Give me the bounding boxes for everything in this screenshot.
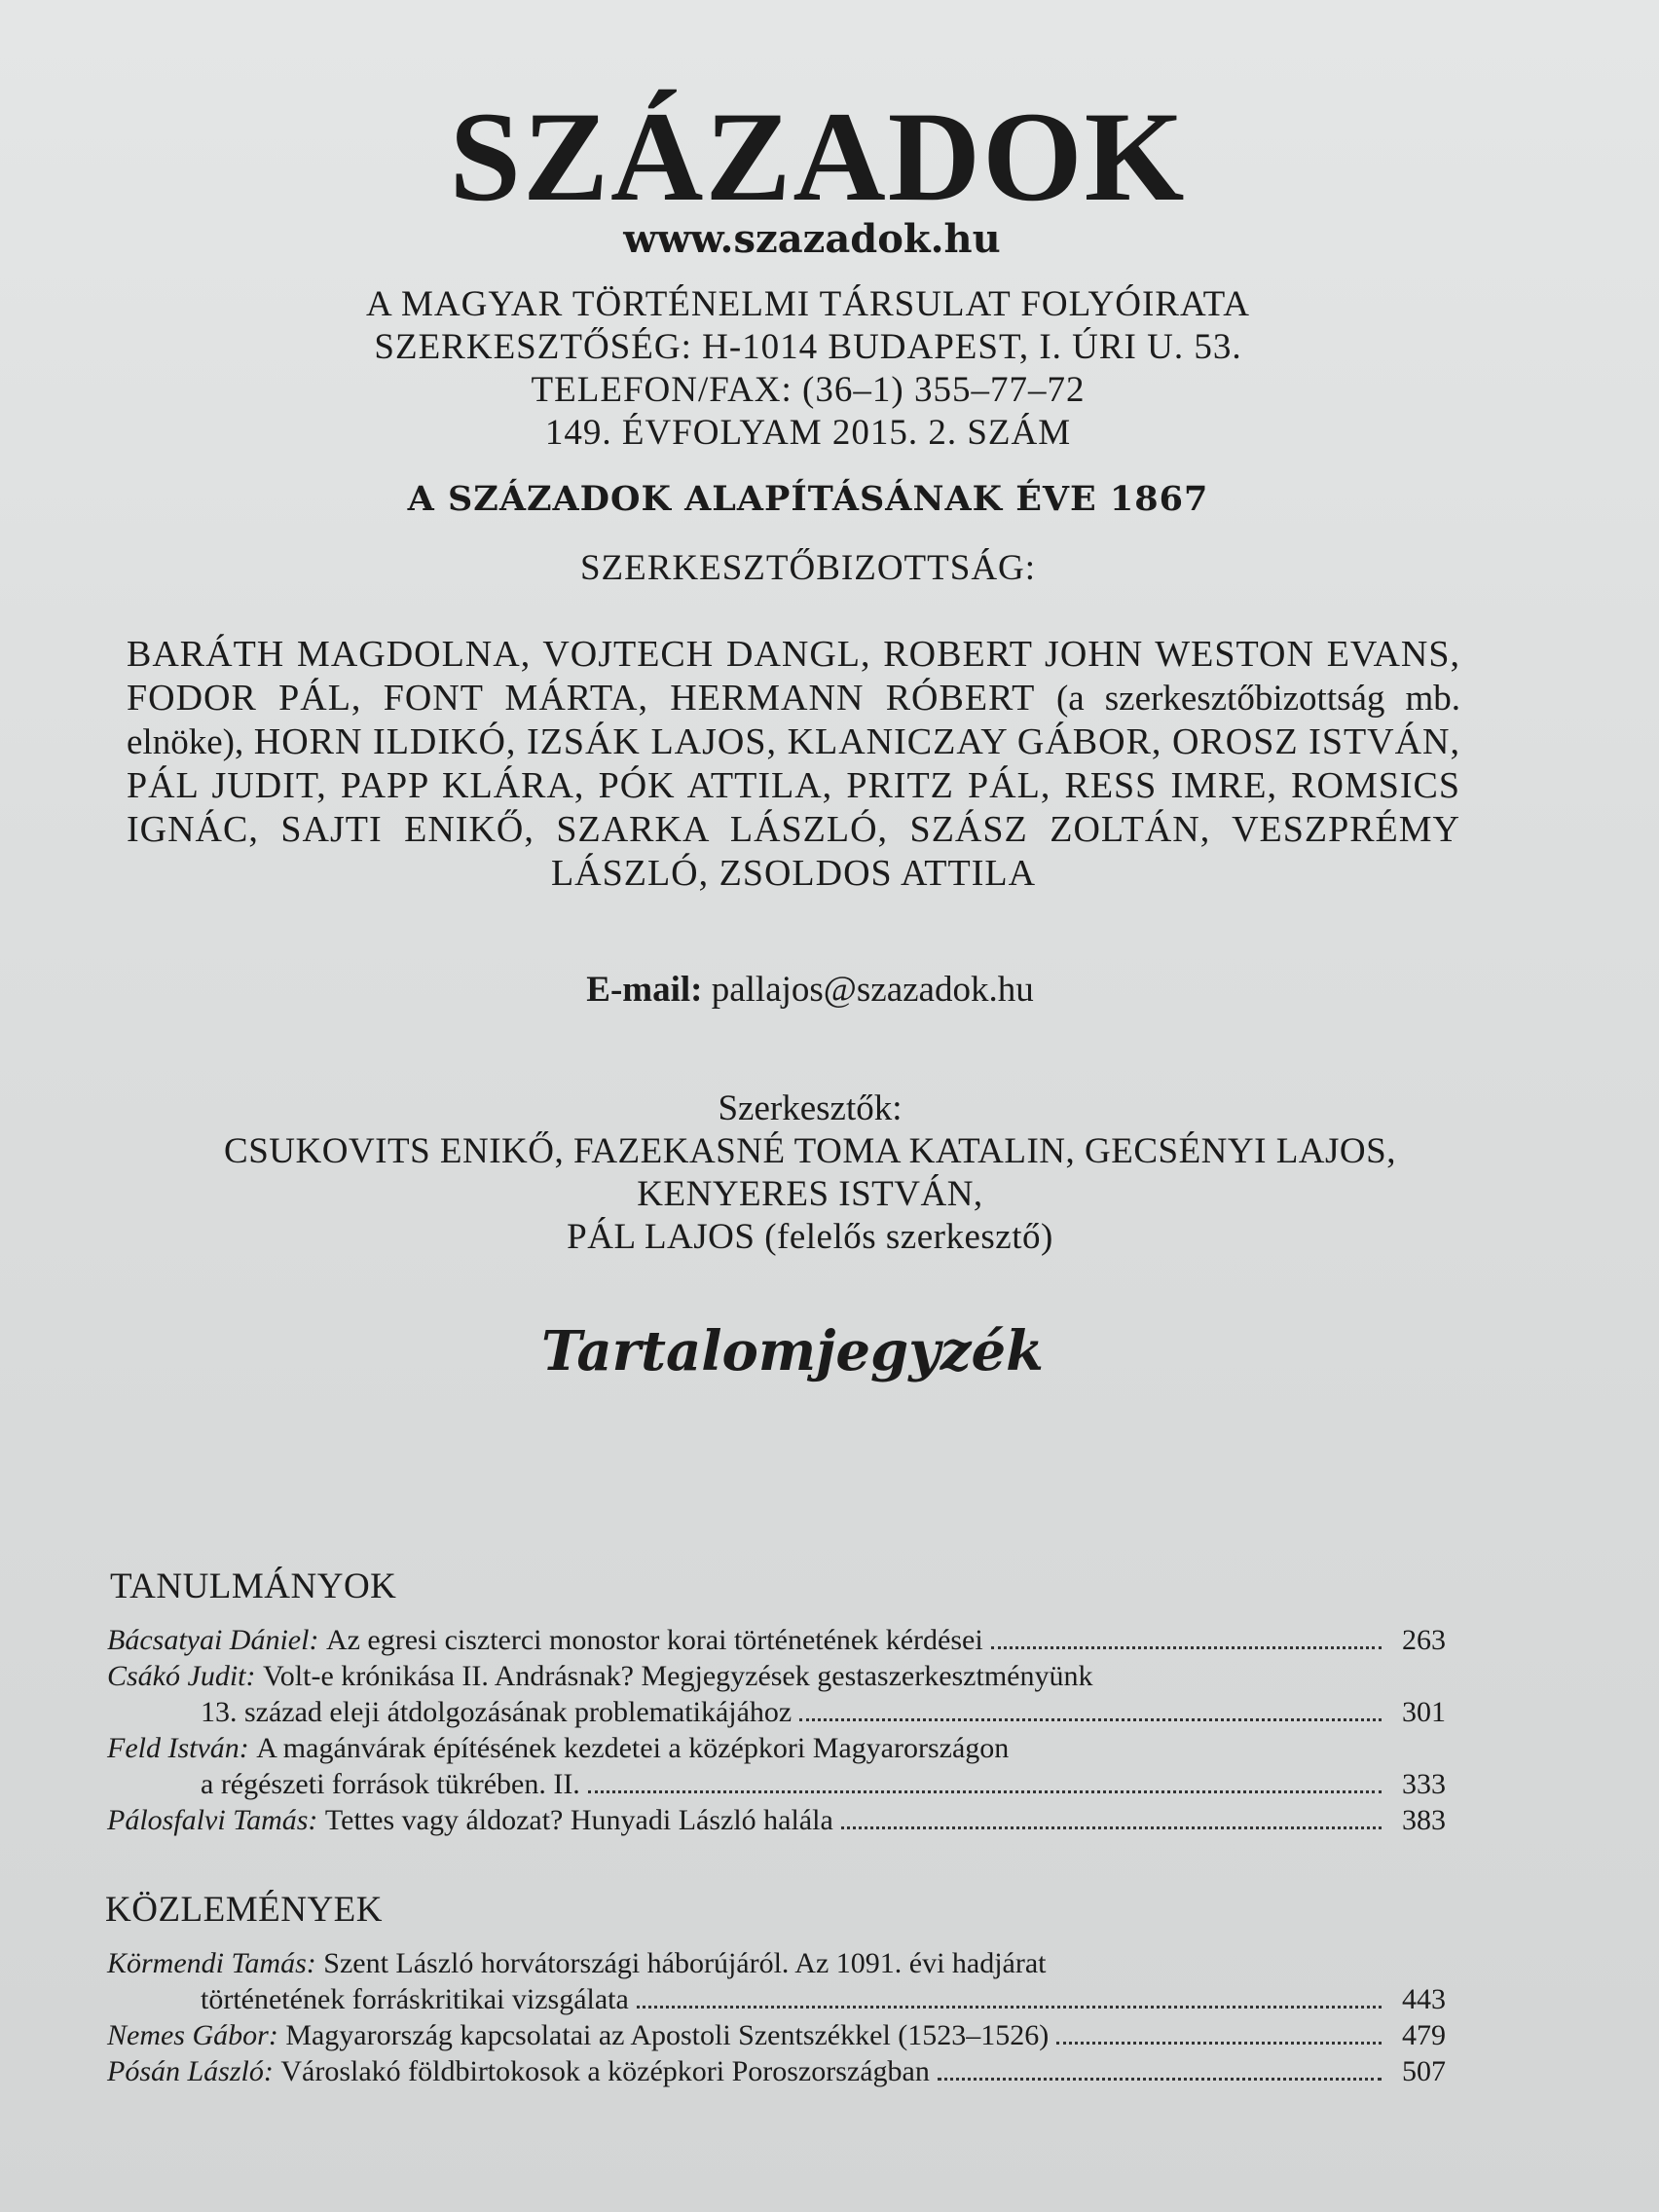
- dot-leader: [938, 2078, 1382, 2081]
- toc-entry[interactable]: [107, 1624, 1446, 1660]
- dot-leader: [991, 1646, 1382, 1649]
- editors-block: [0, 1088, 1640, 1259]
- toc-entry-title: Az egresi ciszterci monostor korai történetének kérdései: [325, 1624, 983, 1656]
- toc-entry[interactable]: [107, 2055, 1446, 2091]
- section-heading-tanulmanyok: TANULMÁNYOK: [110, 1567, 397, 1606]
- toc-entry[interactable]: [107, 1660, 1446, 1732]
- publisher-line: A MAGYAR TÖRTÉNELMI TÁRSULAT FOLYÓIRATA: [366, 284, 1250, 324]
- board-heading: SZERKESZTŐBIZOTTSÁG:: [579, 548, 1037, 588]
- toc-page-number: 443: [1402, 1983, 1446, 2015]
- toc-author: Csákó Judit:: [107, 1660, 256, 1692]
- dot-leader: [799, 1718, 1382, 1721]
- toc-page-number: 333: [1402, 1768, 1446, 1800]
- toc-entry-title: Magyarország kapcsolatai az Apostoli Szentszékkel (1523–1526): [285, 2019, 1050, 2051]
- phone-line: TELEFON/FAX: (36–1) 355–77–72: [531, 370, 1086, 410]
- email-line: [0, 969, 1640, 1011]
- dot-leader: [637, 2006, 1382, 2009]
- toc-entry-title-cont: 13. század eleji átdolgozásának problematikájához: [201, 1696, 793, 1728]
- toc-entry-title-cont: történetének forráskritikai vizsgálata: [201, 1983, 629, 2015]
- section-heading-kozlemenyek: KÖZLEMÉNYEK: [105, 1890, 384, 1930]
- toc-entry-title: Szent László horvátországi háborújáról. Az 1091. évi hadjárat: [323, 1947, 1047, 1979]
- toc-entry-title-cont: a régészeti források tükrében. II.: [201, 1768, 580, 1800]
- toc-author: Pálosfalvi Tamás:: [107, 1804, 318, 1836]
- email-label: E-mail:: [586, 970, 703, 1010]
- journal-title: SZÁZADOK: [449, 85, 1187, 228]
- toc-author: Feld István:: [107, 1732, 249, 1764]
- journal-website[interactable]: www.szazadok.hu: [623, 216, 1001, 262]
- toc-entry-title: Városlakó földbirtokosok a középkori Poroszországban: [280, 2055, 930, 2087]
- email-address[interactable]: pallajos@szazadok.hu: [711, 970, 1034, 1010]
- dot-leader: [841, 1826, 1382, 1829]
- dot-leader: [588, 1790, 1382, 1793]
- editorial-board: [127, 633, 1460, 896]
- toc-list-tanulmanyok: [107, 1624, 1446, 1840]
- toc-page-number: 507: [1402, 2055, 1446, 2087]
- toc-title: Tartalomjegyzék: [541, 1319, 1044, 1383]
- toc-entry[interactable]: [107, 1947, 1446, 2019]
- board-members-2: HORN ILDIKÓ, IZSÁK LAJOS, KLANICZAY GÁBOR, OROSZ ISTVÁN, PÁL JUDIT, PAPP KLÁRA, PÓK ATTILA, PRITZ PÁL, RESS IMRE, ROMSICS IGNÁC, SAJTI ENIKŐ, SZARKA LÁSZLÓ, SZÁSZ ZOLTÁN, VESZPRÉMY LÁSZLÓ, ZSOLDOS ATTILA: [127, 721, 1460, 894]
- toc-entry[interactable]: [107, 2019, 1446, 2055]
- toc-entry-title: Tettes vagy áldozat? Hunyadi László halála: [324, 1804, 833, 1836]
- editors-heading: Szerkesztők:: [718, 1088, 903, 1128]
- editors-names-1: CSUKOVITS ENIKŐ, FAZEKASNÉ TOMA KATALIN, GECSÉNYI LAJOS,: [224, 1131, 1396, 1171]
- toc-entry[interactable]: [107, 1732, 1446, 1804]
- dot-leader: [1056, 2042, 1382, 2045]
- toc-entry[interactable]: [107, 1804, 1446, 1840]
- board-chair-note: (a szerkesztőbizottság mb. elnöke),: [127, 679, 1461, 762]
- toc-author: Nemes Gábor:: [107, 2019, 278, 2051]
- toc-list-kozlemenyek: [107, 1947, 1446, 2091]
- editors-names-2: KENYERES ISTVÁN,: [637, 1174, 983, 1214]
- founding-year: A SZÁZADOK ALAPÍTÁSÁNAK ÉVE 1867: [407, 479, 1209, 519]
- publisher-info: [0, 283, 1638, 455]
- toc-page-number: 383: [1402, 1804, 1446, 1836]
- toc-author: Körmendi Tamás:: [107, 1947, 316, 1979]
- toc-page-number: 301: [1402, 1696, 1446, 1728]
- board-members-1: BARÁTH MAGDOLNA, VOJTECH DANGL, ROBERT JOHN WESTON EVANS, FODOR PÁL, FONT MÁRTA, HERMANN RÓBERT: [127, 634, 1460, 719]
- toc-page-number: 263: [1402, 1624, 1446, 1656]
- issue-line: 149. ÉVFOLYAM 2015. 2. SZÁM: [544, 413, 1072, 453]
- editors-names-3: PÁL LAJOS (felelős szerkesztő): [567, 1217, 1053, 1257]
- toc-page-number: 479: [1402, 2019, 1446, 2051]
- toc-author: Pósán László:: [107, 2055, 274, 2087]
- address-line: SZERKESZTŐSÉG: H-1014 BUDAPEST, I. ÚRI U. 53.: [374, 327, 1242, 367]
- toc-entry-title: Volt-e krónikása II. Andrásnak? Megjegyzések gestaszerkesztményünk: [262, 1660, 1093, 1692]
- toc-entry-title: A magánvárak építésének kezdetei a középkori Magyarországon: [256, 1732, 1010, 1764]
- toc-author: Bácsatyai Dániel:: [107, 1624, 319, 1656]
